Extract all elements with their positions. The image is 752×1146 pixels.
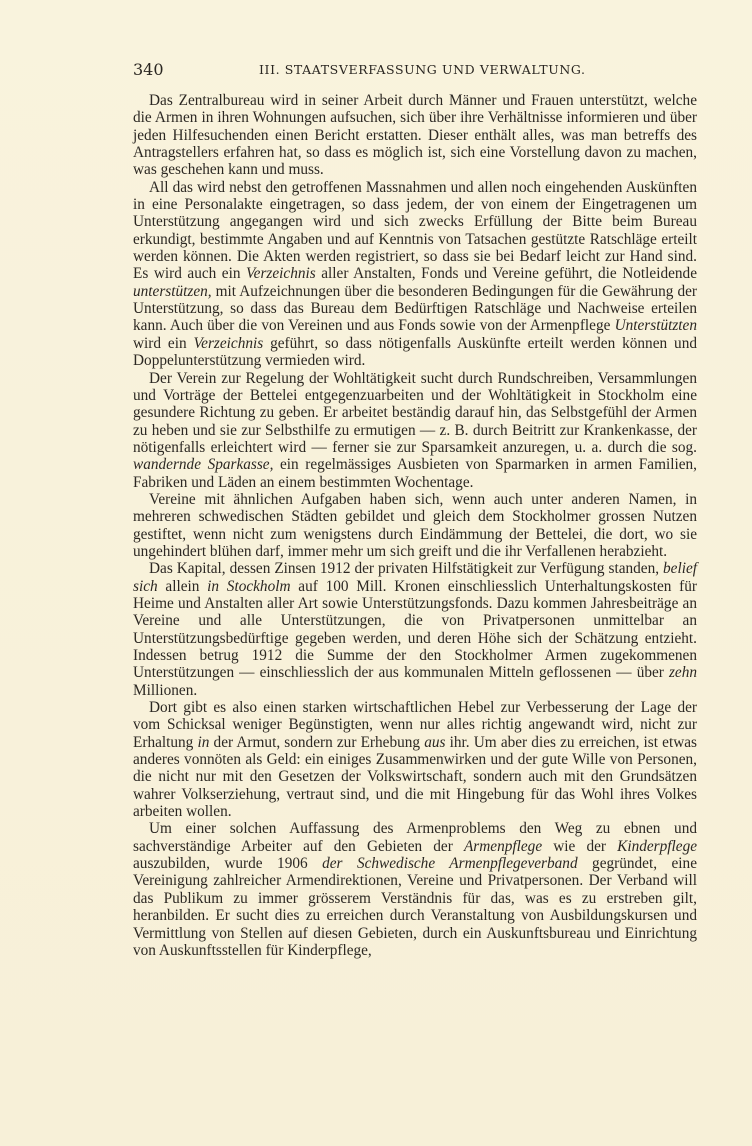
- text-segment: ihr. Um aber dies zu erreichen, ist etwas anderes vonnöten als Geld: ein einiges Zusammenwirken und der gute Wille von Personen, die nicht nur mit den Gesetzen der Volkswirtschaft, sondern auch mit den Grundsätzen wahrer Volkserziehung, vertraut sind, und die mit Hingebung für das Wohl ihres Volkes arbeiten wollen.: [133, 733, 697, 821]
- italic-text-segment: in: [197, 733, 210, 751]
- italic-text-segment: Kinderpflege: [617, 837, 698, 855]
- italic-text-segment: belief sich: [133, 560, 697, 595]
- paragraph: [133, 491, 697, 560]
- text-segment: Dort gibt es also einen starken wirtschaftlichen Hebel zur Verbesserung der Lage der vom Schicksal weniger Begünstigten, wenn nur alles richtig angewandt wird, nicht zur Erhaltung: [133, 699, 697, 751]
- italic-text-segment: Verzeichnis: [193, 334, 264, 352]
- text-segment: Der Verein zur Regelung der Wohltätigkeit sucht durch Rundschreiben, Versammlungen und Vorträge der Bettelei entgegenzuarbeiten und der Wohltätigkeit in Stockholm eine gesundere Richtung zu geben. Er arbeitet beständig darauf hin, das Selbstgefühl der Armen zu heben und sie zur Selbsthilfe zu ermutigen — z. B. durch Beitritt zur Krankenkasse, der nötigenfalls erleichtert wird — ferner sie zur Sparsamkeit anzuregen, u. a. durch die sog.: [133, 369, 697, 456]
- text-segment: Das Kapital, dessen Zinsen 1912 der privaten Hilfstätigkeit zur Verfügung standen,: [149, 560, 664, 578]
- text-segment: auszubilden, wurde 1906: [133, 855, 323, 873]
- page-header: [133, 60, 697, 82]
- paragraph: [133, 560, 697, 699]
- paragraph: [133, 820, 697, 959]
- italic-text-segment: Verzeichnis: [246, 265, 316, 283]
- italic-text-segment: zehn: [668, 664, 697, 682]
- text-segment: Das Zentralbureau wird in seiner Arbeit durch Männer und Frauen unterstützt, welche die Armen in ihren Wohnungen aufsuchen, sich über ihre Verhältnisse informieren und über jeden Hilfesuchenden einen Bericht erstatten. Dieser enthält alles, was man betreffs des Antragstellers erfahren hat, so dass es möglich ist, sich eine Vorstellung davon zu machen, was geschehen kann und muss.: [133, 92, 697, 179]
- italic-text-segment: in Stockholm: [207, 577, 291, 595]
- text-segment: mit Aufzeichnungen über die besonderen Bedingungen für die Gewährung der Unterstützung, so dass das Bureau dem Bedürftigen Ratschläge und Nachweise erteilen kann. Auch über die von Vereinen und aus Fonds sowie von der Armenpflege: [133, 282, 697, 335]
- italic-text-segment: Armenpflege: [463, 837, 543, 855]
- italic-text-segment: wandernde Sparkasse,: [133, 456, 274, 474]
- running-head: III. STAATSVERFASSUNG UND VERWALTUNG.: [259, 62, 586, 77]
- text-segment: gegründet, eine Vereinigung zahlreicher Armendirektionen, Vereine und Privatpersonen. Der Verband will das Publikum zu immer grösserem Verständnis für das, was es zu erstreben gilt, heranbilden. Er sucht dies zu erreichen durch Veranstaltung von Ausbildungskursen und Vermittlung von Stellen auf diesen Gebieten, durch ein Auskunftsbureau und Einrichtung von Auskunftsstellen für Kinderpflege,: [133, 855, 697, 959]
- text-segment: wie der: [542, 837, 618, 855]
- paragraph: [133, 179, 697, 370]
- text-segment: Vereine mit ähnlichen Aufgaben haben sich, wenn auch unter anderen Namen, in mehreren schwedischen Städten gebildet und gleich dem Stockholmer grossen Nutzen gestiftet, wenn nicht zum wenigstens durch Eindämmung der Bettelei, die dort, wo sie ungehindert blühen darf, immer mehr um sich greift und die ihr Verfallenen herabzieht.: [133, 490, 697, 560]
- text-segment: Millionen.: [133, 681, 198, 699]
- text-segment: Um einer solchen Auffassung des Armenproblems den Weg zu ebnen und sachverständige Arbeiter auf den Gebieten der: [133, 820, 697, 855]
- text-segment: der Armut, sondern zur Erhebung: [209, 733, 425, 751]
- text-segment: geführt, so dass nötigenfalls Auskünfte erteilt werden können und Doppelunterstützung vermieden wird.: [133, 334, 697, 370]
- text-segment: All das wird nebst den getroffenen Massnahmen und allen noch eingehenden Auskünften in eine Personalakte eingetragen, so dass jedem, der von einem der Eingetragenen um Unterstützung angegangen wird und sich zwecks Erfüllung der Bitte beim Bureau erkundigt, bestimmte Angaben und auf Kenntnis von Tatsachen gestützte Ratschläge erteilt werden können. Die Akten werden registriert, so dass sie bei Bedarf leicht zur Hand sind. Es wird auch ein: [133, 178, 697, 283]
- italic-text-segment: der Schwedische Armenpflegeverband: [322, 855, 578, 873]
- italic-text-segment: Unterstützten: [614, 317, 697, 335]
- text-segment: aller Anstalten, Fonds und Vereine geführt, die Notleidende: [315, 265, 697, 283]
- body-text: [133, 92, 697, 959]
- italic-text-segment: unterstützen,: [133, 282, 212, 300]
- page-number: 340: [133, 60, 164, 79]
- paragraph: [133, 699, 697, 820]
- paragraph: [133, 370, 697, 491]
- italic-text-segment: aus: [424, 733, 446, 751]
- text-segment: auf 100 Mill. Kronen einschliesslich Unterhaltungskosten für Heime und Anstalten aller Art sowie Unterstützungsfonds. Dazu kommen Jahresbeiträge an Vereine und alle Unterstützungen, die von Privatpersonen unmittelbar an Unterstützungsbedürftige gegeben werden, und deren Höhe sich der Schätzung entzieht. Indessen betrug 1912 die Summe der den Stockholmer Armen zugekommenen Unterstützungen — einschliesslich der aus kommunalen Mitteln geflossenen — über: [133, 577, 697, 682]
- text-segment: allein: [157, 577, 208, 595]
- paragraph: [133, 92, 697, 179]
- text-segment: wird ein: [133, 334, 194, 352]
- text-segment: ein regelmässiges Ausbieten von Sparmarken in armen Familien, Fabriken und Läden an einem bestimmten Wochentage.: [133, 456, 697, 491]
